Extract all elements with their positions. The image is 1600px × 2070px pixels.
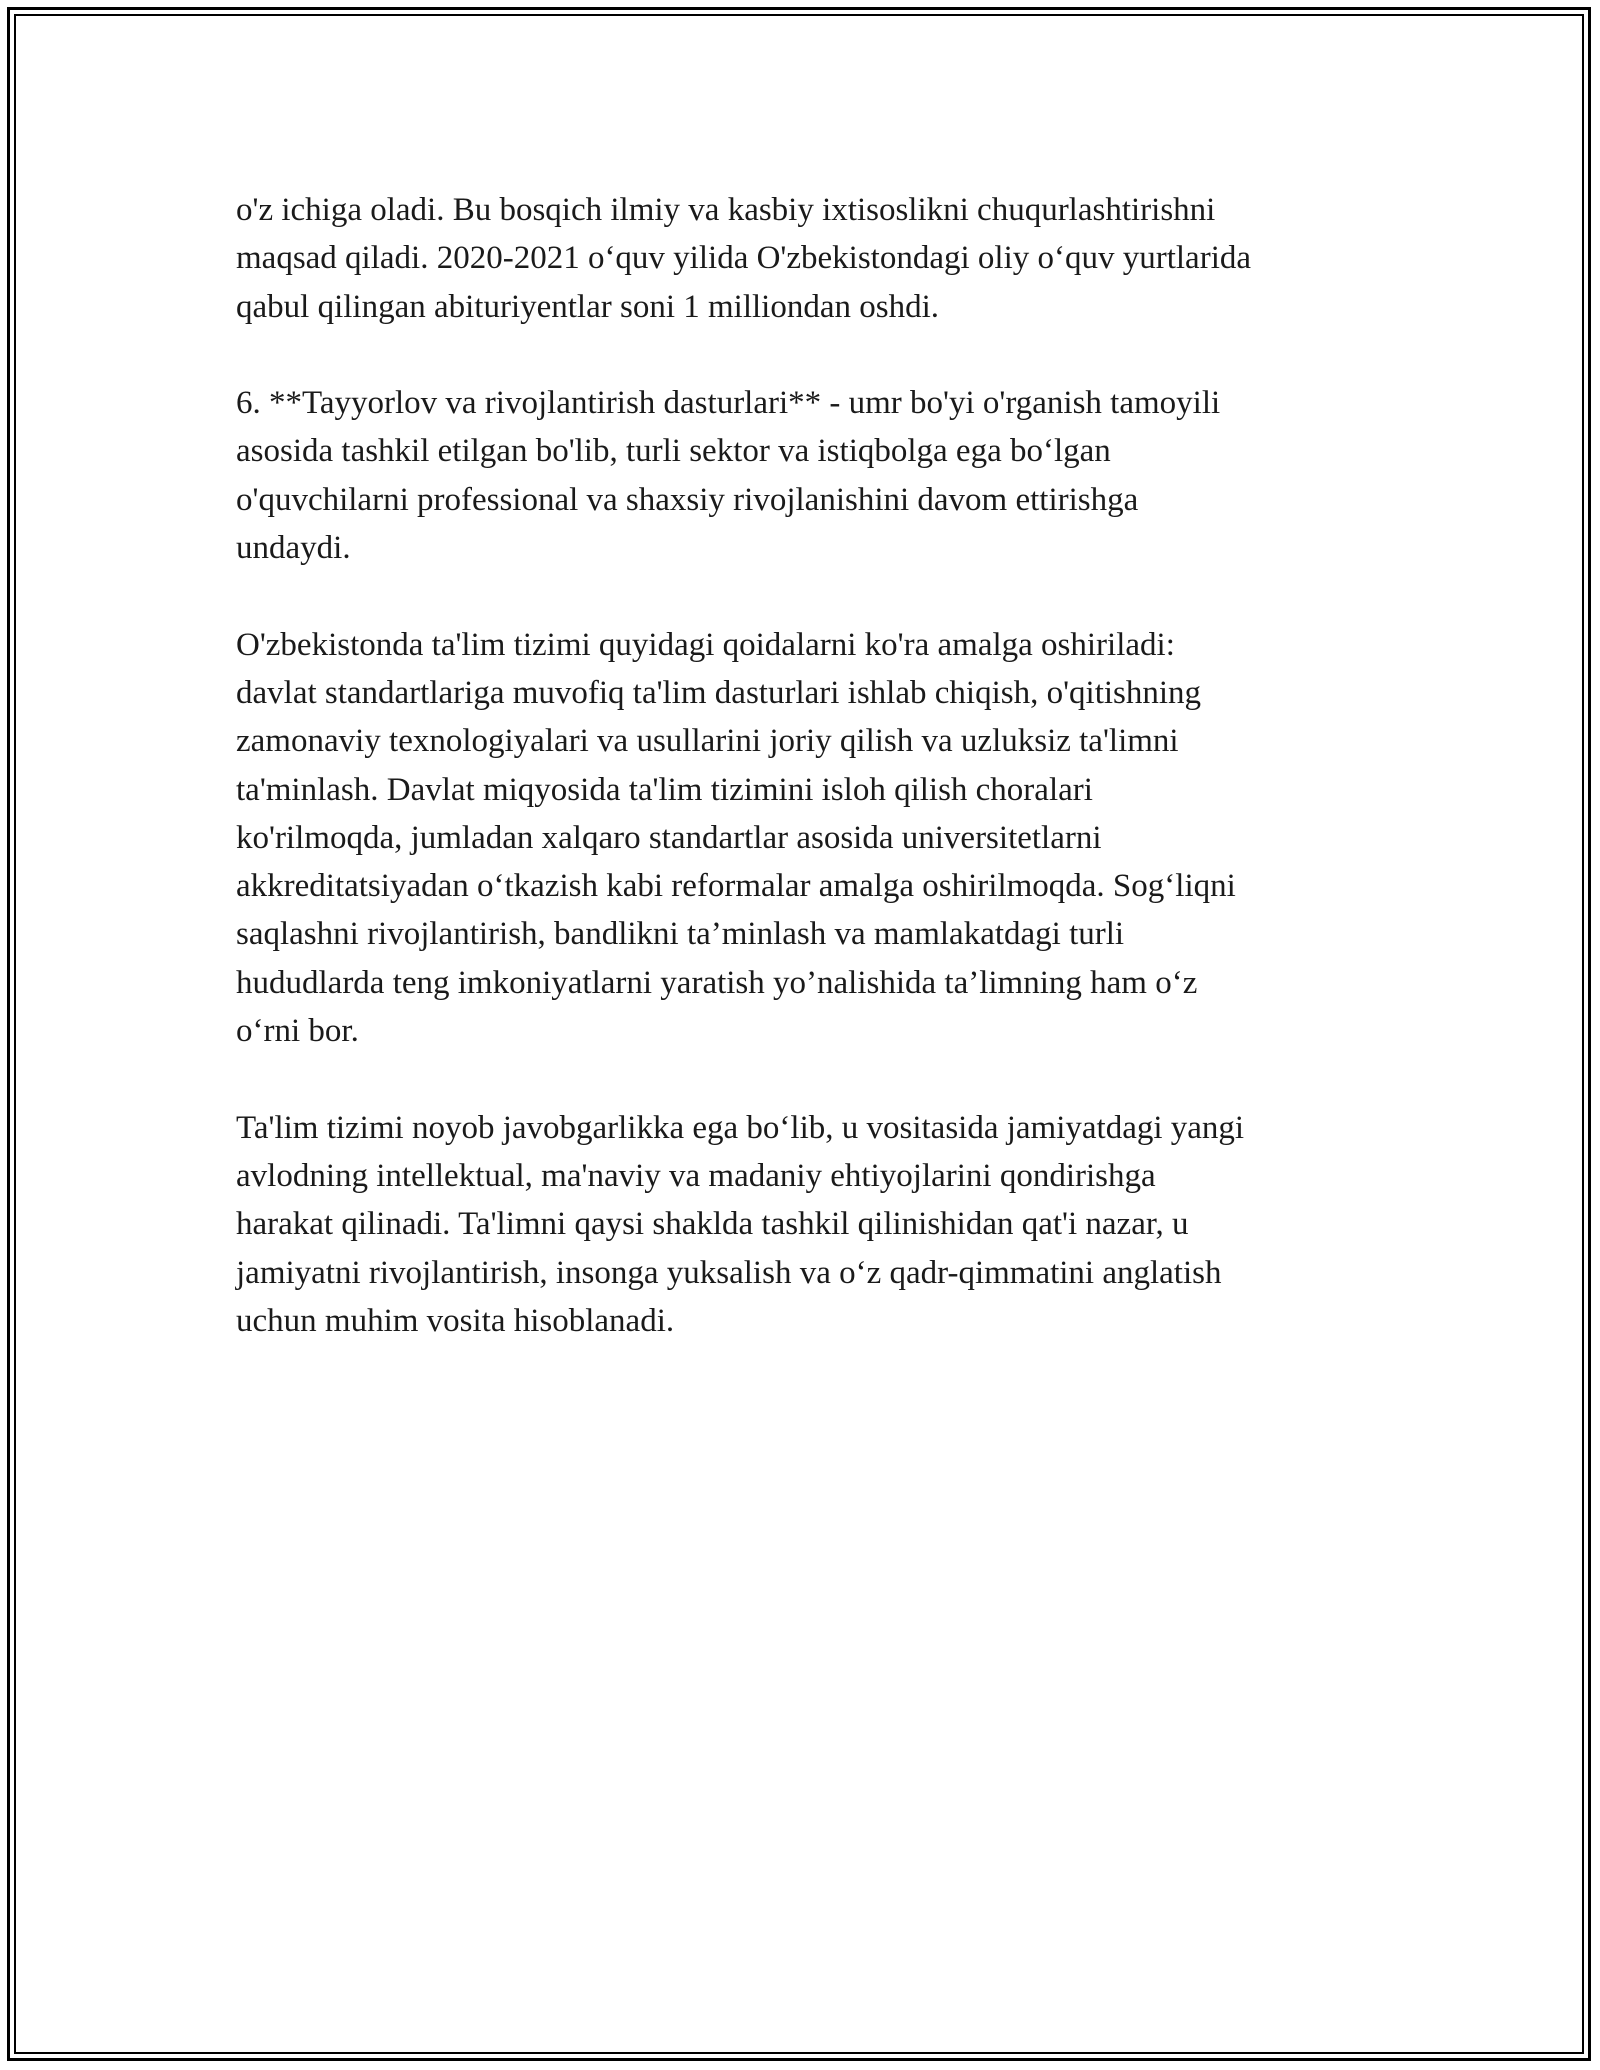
text-line: davlat standartlariga muvofiq ta'lim dasturlari ishlab chiqish, o'qitishning	[236, 674, 1202, 711]
text-line: avlodning intellektual, ma'naviy va madaniy ehtiyojlarini qondirishga	[236, 1157, 1156, 1194]
text-line: zamonaviy texnologiyalari va usullarini joriy qilish va uzluksiz ta'limni	[236, 723, 1179, 760]
document-body	[236, 186, 1370, 1393]
text-line: Ta'lim tizimi noyob javobgarlikka ega bo‘lib, u vositasida jamiyatdagi yangi	[236, 1109, 1245, 1146]
paragraph-1	[236, 186, 1370, 331]
text-line: harakat qilinadi. Ta'limni qaysi shaklda tashkil qilinishidan qat'i nazar, u	[236, 1206, 1189, 1243]
paragraph-4	[236, 1104, 1370, 1345]
text-line: hududlarda teng imkoniyatlarni yaratish yo’nalishida ta’limning ham o‘z	[236, 964, 1198, 1001]
text-line: o‘rni bor.	[236, 1013, 359, 1050]
text-line: o'z ichiga oladi. Bu bosqich ilmiy va kasbiy ixtisoslikni chuqurlashtirishni	[236, 192, 1216, 228]
text-line: undaydi.	[236, 530, 351, 567]
text-line: jamiyatni rivojlantirish, insonga yuksalish va o‘z qadr-qimmatini anglatish	[236, 1254, 1222, 1291]
paragraph-3	[236, 621, 1370, 1056]
text-line: asosida tashkil etilgan bo'lib, turli sektor va istiqbolga ega bo‘lgan	[236, 433, 1111, 470]
text-line: ko'rilmoqda, jumladan xalqaro standartlar asosida universitetlarni	[236, 819, 1102, 856]
text-line: saqlashni rivojlantirish, bandlikni ta’minlash va mamlakatdagi turli	[236, 916, 1125, 953]
text-line: o'quvchilarni professional va shaxsiy rivojlanishini davom ettirishga	[236, 481, 1139, 518]
text-line: O'zbekistonda ta'lim tizimi quyidagi qoidalarni ko'ra amalga oshiriladi:	[236, 626, 1175, 663]
text-line: maqsad qiladi. 2020-2021 o‘quv yilida O'zbekistondagi oliy o‘quv yurtlarida	[236, 240, 1252, 277]
text-line: akkreditatsiyadan o‘tkazish kabi reformalar amalga oshirilmoqda. Sog‘liqni	[236, 868, 1236, 905]
text-line: 6. **Tayyorlov va rivojlantirish dasturlari** - umr bo'yi o'rganish tamoyili	[236, 385, 1221, 422]
text-line: ta'minlash. Davlat miqyosida ta'lim tizimini isloh qilish choralari	[236, 771, 1093, 808]
paragraph-2	[236, 379, 1370, 572]
text-line: qabul qilingan abituriyentlar soni 1 milliondan oshdi.	[236, 288, 939, 325]
text-line: uchun muhim vosita hisoblanadi.	[236, 1302, 675, 1339]
